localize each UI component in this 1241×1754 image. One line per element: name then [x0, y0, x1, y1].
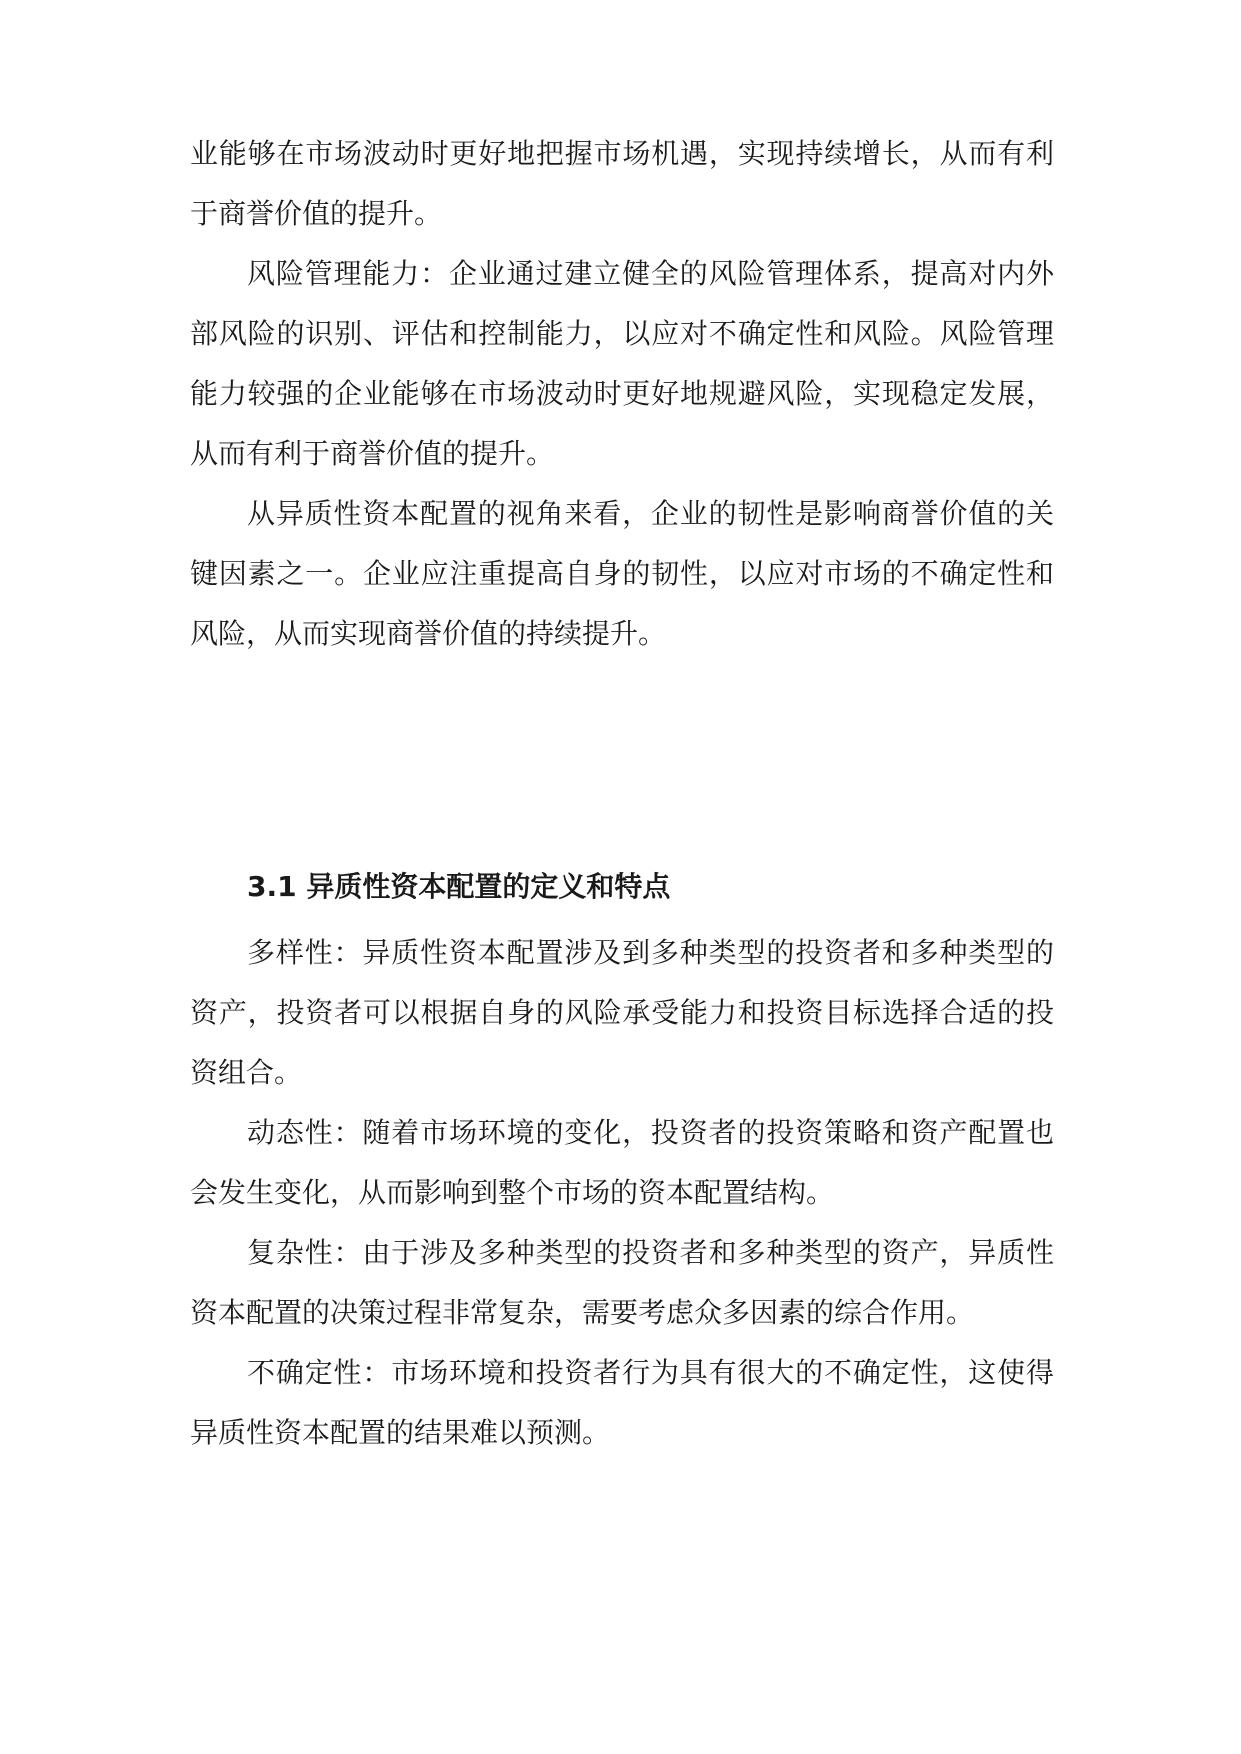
- paragraph-resilience: 从异质性资本配置的视角来看，企业的韧性是影响商誉价值的关键因素之一。企业应注重提高自身的韧性，以应对市场的不确定性和风险，从而实现商誉价值的持续提升。: [190, 497, 1054, 650]
- paragraph-dynamics: 动态性：随着市场环境的变化，投资者的投资策略和资产配置也会发生变化，从而影响到整个市场的资本配置结构。: [190, 1116, 1054, 1209]
- paragraph-risk-management: 风险管理能力：企业通过建立健全的风险管理体系，提高对内外部风险的识别、评估和控制能力，以应对不确定性和风险。风险管理能力较强的企业能够在市场波动时更好地规避风险，实现稳定发展，从而有利于商誉价值的提升。: [190, 257, 1054, 470]
- paragraph-continuation: 业能够在市场波动时更好地把握市场机遇，实现持续增长，从而有利于商誉价值的提升。: [190, 137, 1054, 230]
- text-block-bottom: [190, 923, 1054, 1463]
- section-heading: 3.1 异质性资本配置的定义和特点: [247, 870, 671, 903]
- text-block-top: [190, 124, 1054, 664]
- paragraph-complexity: 复杂性：由于涉及多种类型的投资者和多种类型的资产，异质性资本配置的决策过程非常复杂，需要考虑众多因素的综合作用。: [190, 1236, 1054, 1329]
- paragraph-uncertainty: 不确定性：市场环境和投资者行为具有很大的不确定性，这使得异质性资本配置的结果难以预测。: [190, 1356, 1054, 1449]
- paragraph-diversity: 多样性：异质性资本配置涉及到多种类型的投资者和多种类型的资产，投资者可以根据自身的风险承受能力和投资目标选择合适的投资组合。: [190, 936, 1054, 1089]
